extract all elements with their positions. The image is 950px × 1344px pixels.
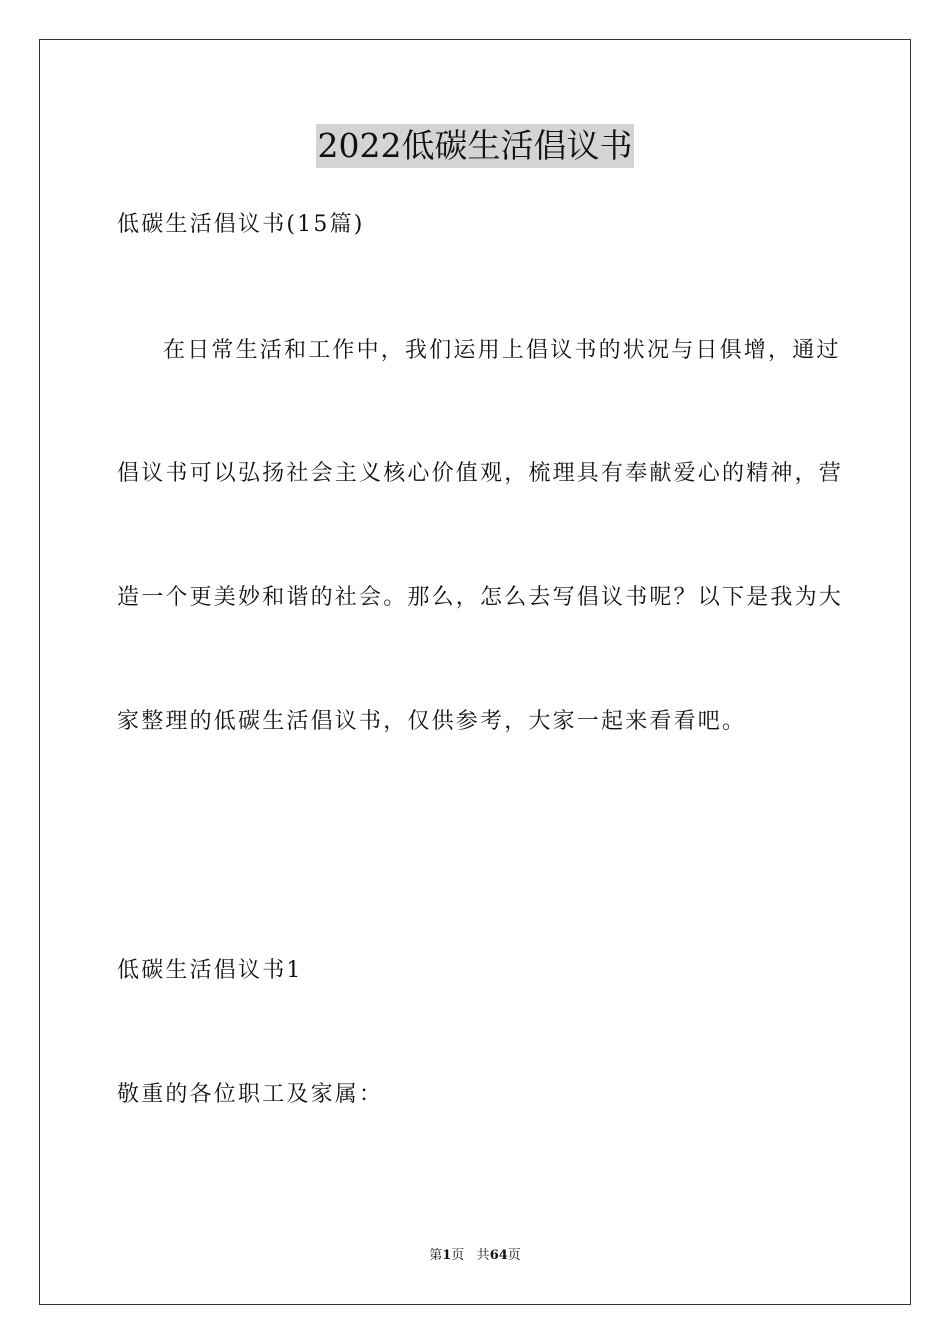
intro-line-2: 倡议书可以弘扬社会主义核心价值观，梳理具有奉献爱心的精神，营: [117, 461, 844, 486]
footer-page-suffix: 页: [451, 1248, 465, 1263]
intro-line-3: 造一个更美妙和谐的社会。那么，怎么去写倡议书呢？以下是我为大: [117, 585, 844, 610]
document-subtitle: 低碳生活倡议书(15篇): [117, 212, 365, 237]
footer-page-number: 1: [442, 1248, 452, 1263]
intro-line-4: 家整理的低碳生活倡议书，仅供参考，大家一起来看看吧。: [117, 709, 747, 734]
page-footer: [0, 1247, 950, 1265]
footer-total-suffix: 页: [507, 1248, 521, 1263]
footer-page-prefix: 第: [429, 1248, 443, 1263]
document-title: 2022低碳生活倡议书: [316, 124, 635, 168]
section-heading: 低碳生活倡议书1: [117, 958, 303, 983]
title-container: [0, 124, 950, 168]
footer-total-pages: 64: [489, 1248, 508, 1263]
footer-total-prefix: 共: [476, 1248, 490, 1263]
salutation: 敬重的各位职工及家属：: [117, 1082, 384, 1107]
intro-line-1: 在日常生活和工作中，我们运用上倡议书的状况与日俱增，通过: [163, 338, 841, 363]
